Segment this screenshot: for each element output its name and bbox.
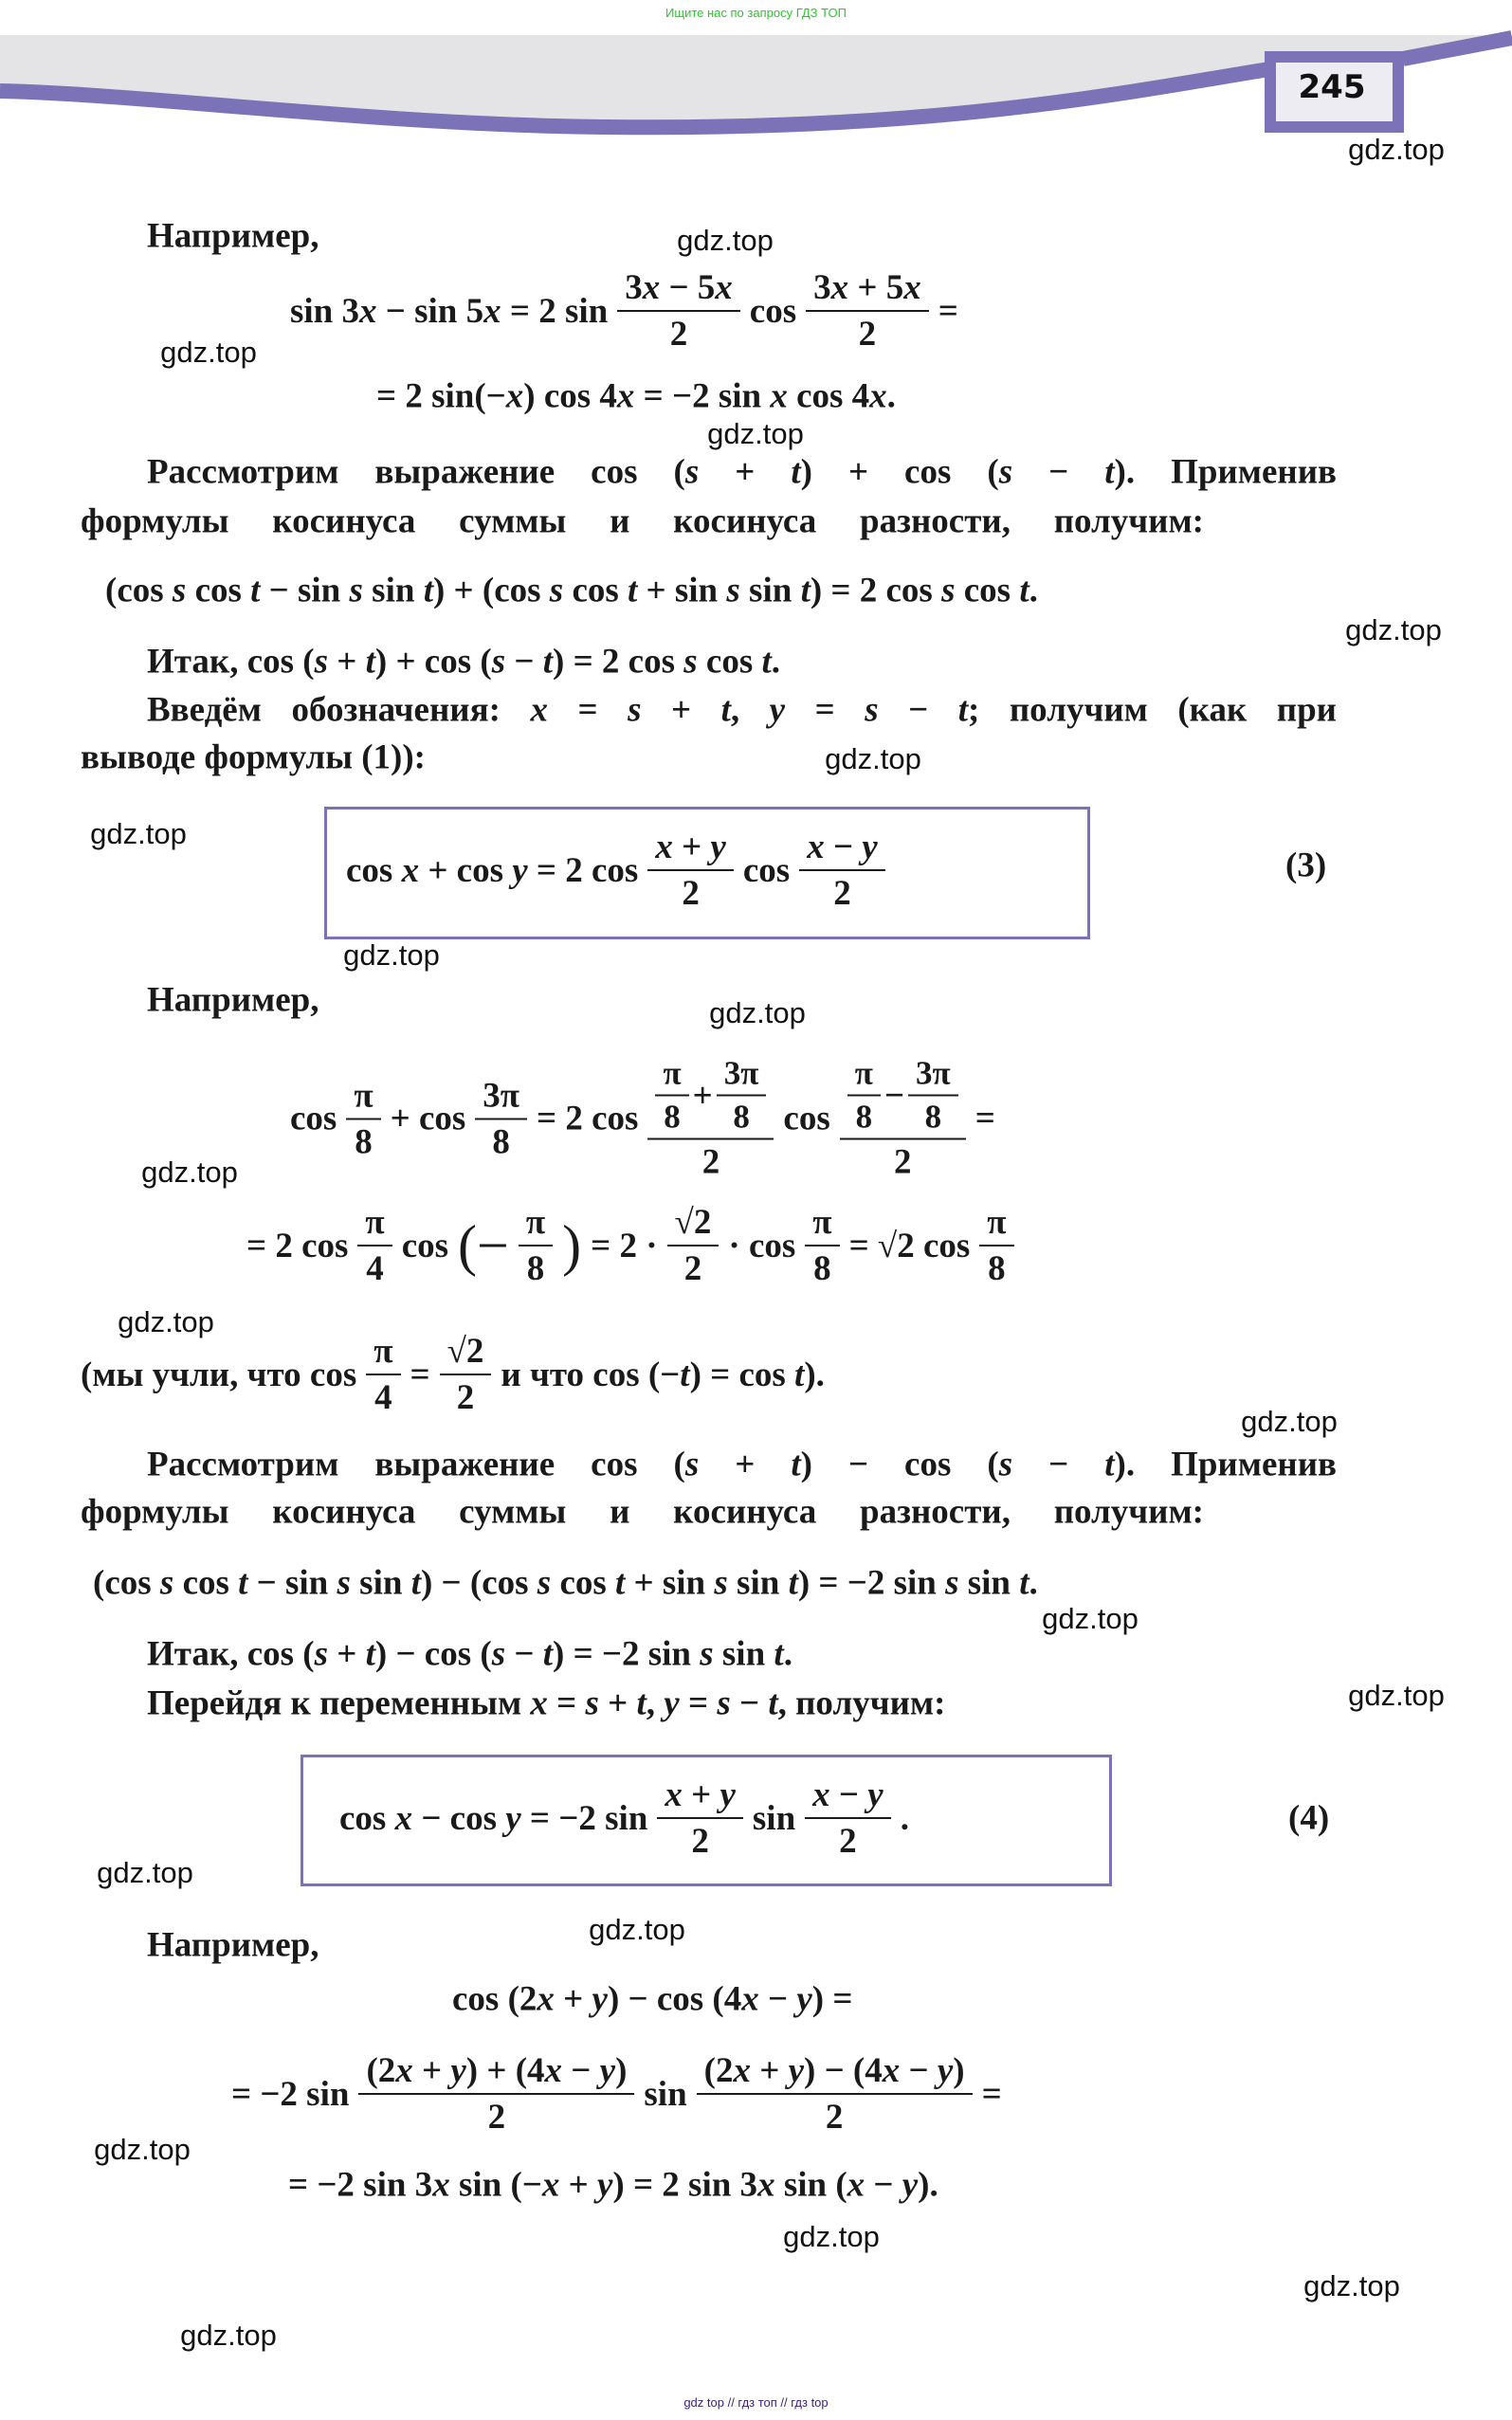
denominator: 2 xyxy=(647,869,734,914)
text: · cos xyxy=(728,1226,796,1265)
fraction xyxy=(370,1331,396,1418)
example3-line3 xyxy=(288,2165,938,2206)
denominator: 2 xyxy=(358,2093,634,2138)
compound-fraction xyxy=(844,1055,962,1183)
formula-4 xyxy=(339,1774,909,1862)
text: = 2 sin(−x) cos 4x = −2 sin x cos 4x. xyxy=(376,376,896,416)
numerator: π xyxy=(525,1203,546,1242)
page-number: 245 xyxy=(1298,68,1366,106)
text: Например, xyxy=(147,1925,319,1965)
paragraph-line: Рассмотрим выражение cos (s + t) − cos (s − t). Применив xyxy=(147,1445,1337,1484)
footer-links: gdz top // гдз топ // гдз top xyxy=(683,2395,829,2410)
text: ) xyxy=(562,1213,582,1277)
text: = xyxy=(975,1099,995,1138)
denominator: 8 xyxy=(979,1245,1013,1289)
text: (3) xyxy=(1285,846,1327,885)
example2-line1 xyxy=(290,1055,995,1183)
text: cos xyxy=(742,850,791,890)
text: Например, xyxy=(147,216,319,256)
top-banner: Ищите нас по запросу ГДЗ ТОП xyxy=(665,6,847,20)
fraction xyxy=(809,1774,887,1862)
watermark: gdz.top xyxy=(1348,1679,1445,1712)
text: cos (2x + y) − cos (4x − y) = xyxy=(452,1979,853,2019)
denominator: 2 xyxy=(806,310,929,355)
fraction xyxy=(661,1774,739,1862)
text: (cos s cos t − sin s sin t) − (cos s cos t + sin s sin t) = −2 sin s sin t. xyxy=(93,1563,1038,1603)
text: + cos xyxy=(390,1099,466,1138)
formula-number xyxy=(1288,1798,1329,1839)
watermark: gdz.top xyxy=(589,1913,685,1946)
denominator: 8 xyxy=(655,1095,688,1137)
numerator: 3x − 5x xyxy=(625,268,733,307)
operator: + xyxy=(692,1076,713,1115)
numerator: x − y xyxy=(807,828,878,866)
text: cos xyxy=(401,1226,449,1265)
numerator: x + y xyxy=(665,1775,736,1814)
text: cos xyxy=(749,291,797,331)
denominator: 4 xyxy=(366,1374,400,1418)
example1-line2 xyxy=(376,376,896,417)
watermark: gdz.top xyxy=(1345,613,1442,646)
paragraph-line: формулы косинуса суммы и косинуса разности, получим: xyxy=(81,1492,1204,1532)
example1-line1 xyxy=(290,267,958,355)
fraction xyxy=(720,1055,763,1137)
numerator: x − y xyxy=(812,1775,884,1814)
text: sin xyxy=(644,2074,687,2114)
paragraph-line xyxy=(147,1683,945,1724)
numerator: x + y xyxy=(655,828,726,866)
numerator: √2 xyxy=(674,1203,712,1242)
watermark: gdz.top xyxy=(707,417,804,450)
numerator: (2x + y) − (4x − y) xyxy=(703,2051,965,2090)
denominator: 4 xyxy=(357,1245,392,1289)
denominator: 2 xyxy=(440,1374,492,1418)
denominator: 8 xyxy=(717,1095,767,1137)
text: (4) xyxy=(1288,1798,1330,1838)
text: = 2 · xyxy=(591,1226,658,1265)
numerator: 3x + 5x xyxy=(813,268,921,307)
fraction xyxy=(810,267,925,355)
paragraph-line: Рассмотрим выражение cos (s + t) + cos (s − t). Применив xyxy=(147,452,1337,492)
fraction xyxy=(350,1075,376,1162)
text: = 2 cos xyxy=(537,1099,639,1138)
fraction xyxy=(803,827,882,914)
conclusion-line xyxy=(147,642,780,682)
text: = √2 cos xyxy=(848,1226,971,1265)
text: Например, xyxy=(147,980,319,1020)
numerator: (2x + y) + (4x − y) xyxy=(366,2051,628,2090)
paragraph-line xyxy=(81,737,426,778)
fraction xyxy=(983,1202,1010,1289)
watermark: gdz.top xyxy=(180,2319,277,2352)
numerator: π xyxy=(373,1332,393,1371)
conclusion-line xyxy=(147,1634,792,1675)
denominator: 2 xyxy=(840,1138,966,1183)
fraction xyxy=(651,827,730,914)
example-intro xyxy=(147,216,319,257)
numerator: 3π xyxy=(916,1054,951,1092)
derivation-equation xyxy=(93,1563,1038,1604)
watermark: gdz.top xyxy=(1241,1405,1338,1438)
text: = xyxy=(938,291,958,331)
numerator: 3π xyxy=(483,1076,520,1115)
text: = −2 sin 3x sin (−x + y) = 2 sin 3x sin (x − y). xyxy=(288,2165,938,2205)
watermark: gdz.top xyxy=(825,742,921,775)
watermark: gdz.top xyxy=(94,2133,191,2166)
fraction xyxy=(851,1055,877,1137)
fraction xyxy=(361,1202,388,1289)
operator: − xyxy=(884,1076,905,1115)
numerator: π xyxy=(812,1203,832,1242)
text: и что cos (−t) = cos t). xyxy=(501,1355,825,1394)
fraction xyxy=(671,1202,716,1289)
example2-line2 xyxy=(246,1202,1014,1289)
fraction xyxy=(621,267,737,355)
watermark: gdz.top xyxy=(160,336,257,369)
denominator: 8 xyxy=(519,1245,553,1289)
text: Итак, cos (s + t) + cos (s − t) = 2 cos s cos t. xyxy=(147,642,780,682)
text: = xyxy=(410,1355,430,1394)
denominator: 2 xyxy=(617,310,740,355)
denominator: 2 xyxy=(657,1817,743,1862)
fraction xyxy=(701,2050,969,2138)
watermark: gdz.top xyxy=(1348,133,1445,166)
text: cos xyxy=(783,1099,830,1138)
watermark: gdz.top xyxy=(343,938,440,972)
watermark: gdz.top xyxy=(1303,2269,1400,2302)
fraction xyxy=(362,2050,630,2138)
denominator: 8 xyxy=(346,1118,380,1162)
formula-number xyxy=(1285,846,1326,886)
derivation-equation xyxy=(105,571,1038,611)
denominator: 8 xyxy=(908,1095,958,1137)
formula-3 xyxy=(346,827,885,914)
example3-line2 xyxy=(231,2050,1002,2138)
denominator: 8 xyxy=(805,1245,839,1289)
watermark: gdz.top xyxy=(709,996,806,1029)
numerator: π xyxy=(987,1203,1007,1242)
text: cos xyxy=(290,1099,337,1138)
watermark: gdz.top xyxy=(118,1305,214,1338)
text: = xyxy=(981,2074,1002,2114)
denominator: 2 xyxy=(697,2093,973,2138)
numerator: π xyxy=(854,1054,873,1092)
fraction xyxy=(522,1202,549,1289)
paragraph-line: Введём обозначения: x = s + t, y = s − t; получим (как при xyxy=(147,690,1337,730)
watermark: gdz.top xyxy=(783,2220,880,2253)
numerator xyxy=(651,1055,770,1138)
text: (мы учли, что cos xyxy=(81,1355,357,1394)
watermark: gdz.top xyxy=(97,1856,193,1889)
text: (− xyxy=(458,1213,509,1277)
denominator: 2 xyxy=(805,1817,891,1862)
text: . xyxy=(900,1798,909,1838)
denominator: 2 xyxy=(647,1138,774,1183)
watermark: gdz.top xyxy=(141,1155,238,1189)
text: = 2 cos xyxy=(246,1226,349,1265)
example-intro xyxy=(147,980,319,1021)
watermark: gdz.top xyxy=(90,817,187,850)
numerator: 3π xyxy=(723,1054,759,1092)
text: Итак, cos (s + t) − cos (s − t) = −2 sin s sin t. xyxy=(147,1634,792,1674)
example3-line1 xyxy=(452,1979,852,2020)
paragraph-line: формулы косинуса суммы и косинуса разности, получим: xyxy=(81,501,1204,541)
numerator: π xyxy=(354,1076,373,1115)
numerator: √2 xyxy=(446,1332,484,1371)
text: cos x + cos y = 2 cos xyxy=(346,850,639,890)
numerator: π xyxy=(365,1203,385,1242)
text: sin 3x − sin 5x = 2 sin xyxy=(290,291,609,331)
text: выводе формулы (1)): xyxy=(81,737,427,777)
text: cos x − cos y = −2 sin xyxy=(339,1798,648,1838)
example2-note xyxy=(81,1331,825,1418)
example-intro xyxy=(147,1925,319,1966)
watermark: gdz.top xyxy=(1042,1602,1139,1635)
denominator: 2 xyxy=(799,869,885,914)
text: sin xyxy=(752,1798,796,1838)
denominator: 8 xyxy=(475,1118,527,1162)
denominator: 8 xyxy=(847,1095,881,1137)
text: Перейдя к переменным x = s + t, y = s − t, получим: xyxy=(147,1683,946,1723)
text: = −2 sin xyxy=(231,2074,350,2114)
fraction xyxy=(444,1331,488,1418)
fraction xyxy=(479,1075,523,1162)
fraction xyxy=(659,1055,684,1137)
compound-fraction xyxy=(651,1055,770,1183)
fraction xyxy=(912,1055,955,1137)
text: (cos s cos t − sin s sin t) + (cos s cos t + sin s sin t) = 2 cos s cos t. xyxy=(105,571,1038,610)
watermark: gdz.top xyxy=(677,224,774,257)
numerator: π xyxy=(663,1054,682,1092)
denominator: 2 xyxy=(667,1245,720,1289)
fraction xyxy=(809,1202,835,1289)
numerator xyxy=(844,1055,962,1138)
